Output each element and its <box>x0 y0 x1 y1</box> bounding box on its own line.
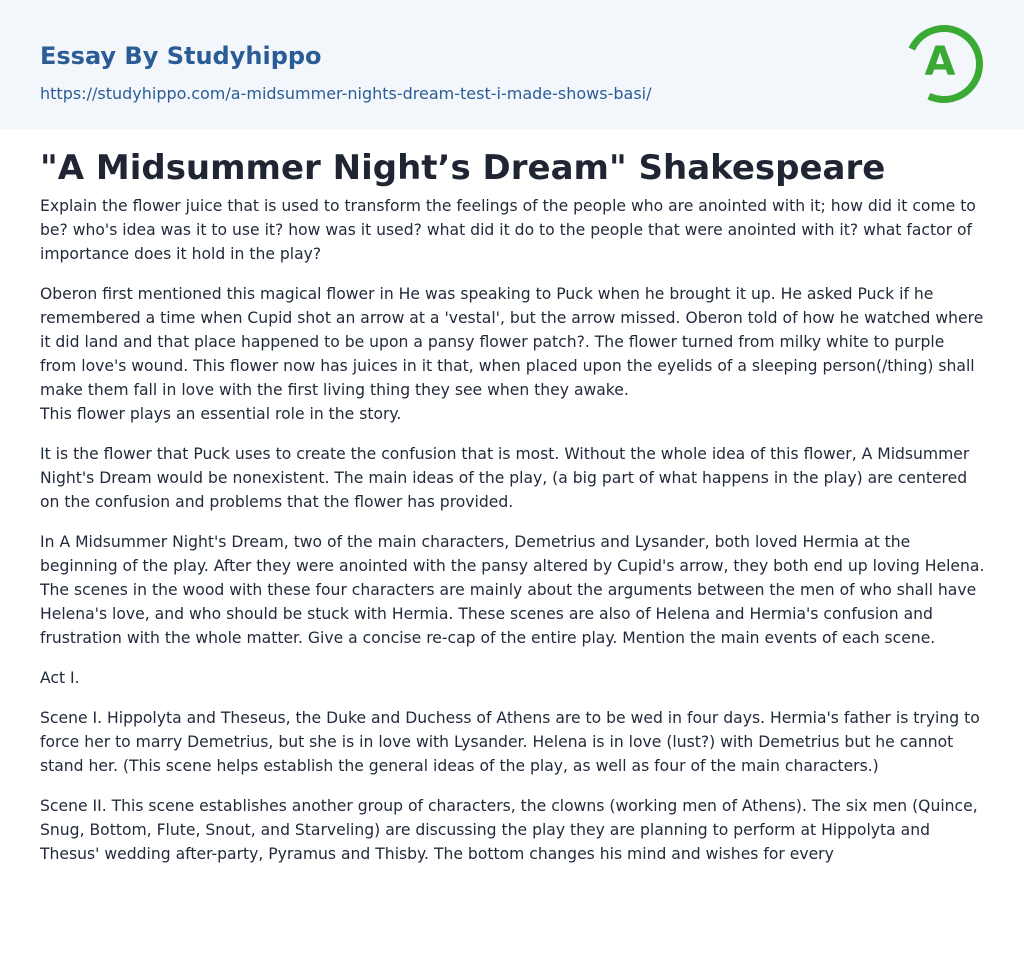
essay-url-link[interactable]: https://studyhippo.com/a-midsummer-nights-dream-test-i-made-shows-basi/ <box>40 84 652 103</box>
paragraph: Scene II. This scene establishes another group of characters, the clowns (working men of Athens). The six men (Quince, Snug, Bottom, Flute, Snout, and Starveling) are discussing the play they are planning to perform at Hippolyta and Thesus' wedding after-party, Pyramus and Thisby. The bottom changes his mind and wishes for every <box>40 797 978 863</box>
paragraph: Scene I. Hippolyta and Theseus, the Duke and Duchess of Athens are to be wed in four days. Hermia's father is trying to force her to marry Demetrius, but she is in love with Lysander. Helena is in love (lust?) with Demetrius but he cannot stand her. (This scene helps establish the general ideas of the play, as well as four of the main characters.) <box>40 709 980 775</box>
logo-letter: A <box>924 39 956 85</box>
site-brand[interactable]: Essay By Studyhippo <box>40 42 322 70</box>
paragraph: Oberon first mentioned this magical flower in He was speaking to Puck when he brought it up. He asked Puck if he remembered a time when Cupid shot an arrow at a 'vestal', but the arrow missed. Oberon told of how he watched where it did land and that place happened to be upon a pansy flower patch?. The flower turned from milky white to purple from love's wound. This flower now has juices in it that, when placed upon the eyelids of a sleeping person(/thing) shall make them fall in love with the first living thing they see when they awake. This flower plays an essential role in the story. <box>40 285 984 423</box>
essay-body <box>40 194 985 882</box>
studyhippo-logo[interactable] <box>900 20 984 104</box>
essay-title: "A Midsummer Night’s Dream" Shakespeare <box>40 148 886 188</box>
site-header <box>0 0 1024 129</box>
paragraph: Act I. <box>40 669 80 687</box>
paragraph: In A Midsummer Night's Dream, two of the main characters, Demetrius and Lysander, both loved Hermia at the beginning of the play. After they were anointed with the pansy altered by Cupid's arrow, they both end up loving Helena. The scenes in the wood with these four characters are mainly about the arguments between the men of who shall have Helena's love, and who should be stuck with Hermia. These scenes are also of Helena and Hermia's confusion and frustration with the whole matter. Give a concise re-cap of the entire play. Mention the main events of each scene. <box>40 533 985 647</box>
paragraph: It is the flower that Puck uses to create the confusion that is most. Without the whole idea of this flower, A Midsummer Night's Dream would be nonexistent. The main ideas of the play, (a big part of what happens in the play) are centered on the confusion and problems that the flower has provided. <box>40 445 970 511</box>
paragraph: Explain the flower juice that is used to transform the feelings of the people who are anointed with it; how did it come to be? who's idea was it to use it? how was it used? what did it do to the people that were anointed with it? what factor of importance does it hold in the play? <box>40 197 976 263</box>
